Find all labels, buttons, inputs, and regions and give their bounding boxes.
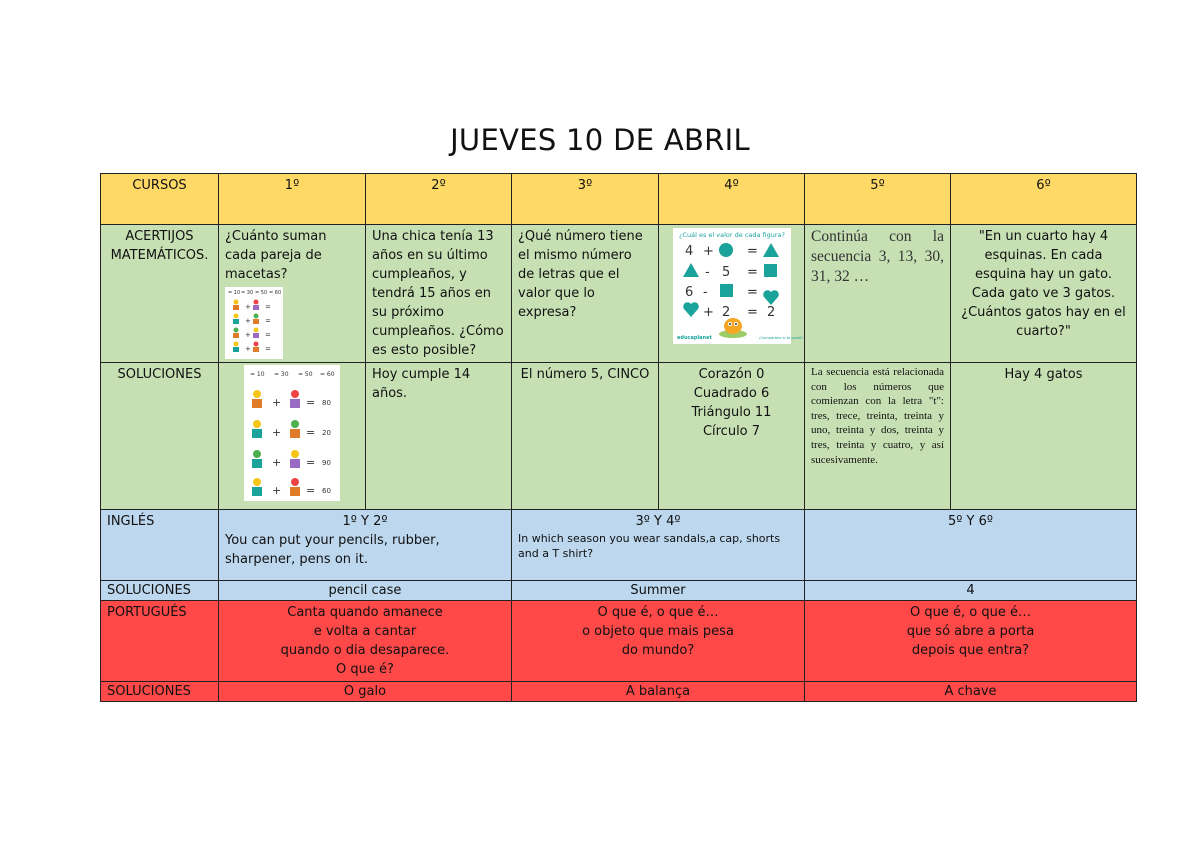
solucion-4-line4: Círculo 7 <box>702 424 761 439</box>
portugues-3-4-line1: O que é, o que é… <box>597 605 719 620</box>
header-grade-4: 4º <box>659 174 805 225</box>
puzzle-total-2: = 30 <box>241 290 254 296</box>
portugues-label: PORTUGUÉS <box>101 601 219 682</box>
puzzle-op-5: + <box>245 331 251 339</box>
fig-r2-b: 5 <box>721 265 730 280</box>
soluciones-row <box>101 363 1137 510</box>
header-grade-2: 2º <box>366 174 512 225</box>
header-cursos: CURSOS <box>101 174 219 225</box>
square-icon <box>764 264 777 277</box>
portugues-5-6 <box>805 601 1137 682</box>
portugues-1-2-line3: quando o dia desaparece. <box>280 643 450 658</box>
portugues-3-4-line3: do mundo? <box>621 643 695 658</box>
acertijo-1 <box>219 225 366 363</box>
fig-r1-eq: = <box>746 244 758 259</box>
sol-total-4: = 60 <box>320 371 335 378</box>
solucion-2: Hoy cumple 14 años. <box>366 363 512 510</box>
fig-r4-r: 2 <box>766 305 775 320</box>
portugues-row <box>101 601 1137 682</box>
ingles-1-2-title: 1º Y 2º <box>342 514 388 529</box>
fig-r3-a: 6 <box>684 285 693 300</box>
solucion-4-line3: Triángulo 11 <box>691 405 772 420</box>
svg-text:+: + <box>272 456 282 469</box>
puzzle-op-2: = <box>265 303 271 311</box>
acertijos-label-line2: MATEMÁTICOS. <box>110 248 209 263</box>
sol-total-2: = 30 <box>274 371 289 378</box>
portugues-sol-5-6: A chave <box>805 682 1137 702</box>
portugues-5-6-line3: depois que entra? <box>911 643 1030 658</box>
educaplanet-logo: educaplanet <box>676 335 712 341</box>
solucion-4-line2: Cuadrado 6 <box>693 386 770 401</box>
portugues-5-6-line2: que só abre a porta <box>906 624 1035 639</box>
ingles-1-2 <box>219 510 512 581</box>
solucion-5: La secuencia está relacionada con los números que comienzan con la letra "t": tres, trece, treinta, treinta y uno, treinta y dos, treinta y tres, treinta y cuatro, y así sucesivamente. <box>805 363 951 510</box>
fig-r2-eq: = <box>746 265 758 280</box>
portugues-1-2-line2: e volta a cantar <box>313 624 417 639</box>
circle-icon <box>719 243 733 257</box>
portugues-1-2 <box>219 601 512 682</box>
puzzle-total-3: = 50 <box>255 290 268 296</box>
share-tagline: ¡Compártelo si te gustó! <box>758 336 803 340</box>
svg-text:=: = <box>306 456 316 469</box>
fig-r2-op: - <box>704 265 710 280</box>
solucion-4 <box>659 363 805 510</box>
ingles-sol-1-2: pencil case <box>219 581 512 601</box>
soluciones-label: SOLUCIONES <box>101 363 219 510</box>
acertijo-1-text: ¿Cuánto suman cada pareja de macetas? <box>225 229 327 282</box>
solucion-3: El número 5, CINCO <box>512 363 659 510</box>
portugues-3-4-line2: o objeto que mais pesa <box>582 624 734 639</box>
flowerpot-solution-image <box>244 365 340 501</box>
portugues-1-2-line4: O que é? <box>336 662 394 677</box>
solucion-4-line1: Corazón 0 <box>698 367 765 382</box>
acertijo-3: ¿Qué número tiene el mismo número de letras que el valor que lo expresa? <box>512 225 659 363</box>
acertijos-label <box>101 225 219 363</box>
puzzle-op-1: + <box>245 303 251 311</box>
acertijos-label-line1: ACERTIJOS <box>125 229 194 244</box>
svg-text:+: + <box>272 484 282 497</box>
portugues-soluciones-row <box>101 682 1137 702</box>
acertijo-4 <box>659 225 805 363</box>
portugues-5-6-line1: O que é, o que é… <box>910 605 1031 620</box>
sol-result-2: 20 <box>322 429 331 437</box>
ingles-3-4-title: 3º Y 4º <box>635 514 681 529</box>
portugues-sol-1-2: O galo <box>219 682 512 702</box>
ingles-sol-5-6: 4 <box>805 581 1137 601</box>
sol-result-3: 90 <box>322 459 331 467</box>
acertijo-2: Una chica tenía 13 años en su último cumpleaños, y tendrá 15 años en su próximo cumpleaños. ¿Cómo es esto posible? <box>366 225 512 363</box>
svg-text:=: = <box>306 426 316 439</box>
ingles-soluciones-label: SOLUCIONES <box>101 581 219 601</box>
flowerpot-puzzle-image <box>225 287 283 359</box>
svg-text:=: = <box>306 484 316 497</box>
ingles-5-6: 5º Y 6º <box>805 510 1137 581</box>
acertijo-6: "En un cuarto hay 4 esquinas. En cada esquina hay un gato. Cada gato ve 3 gatos. ¿Cuántos gatos hay en el cuarto?" <box>951 225 1137 363</box>
portugues-1-2-line1: Canta quando amanece <box>287 605 443 620</box>
header-grade-3: 3º <box>512 174 659 225</box>
ingles-soluciones-row <box>101 581 1137 601</box>
schedule-table <box>100 173 1137 702</box>
fig-r4-b: 2 <box>721 305 730 320</box>
solucion-1 <box>219 363 366 510</box>
ingles-sol-3-4: Summer <box>512 581 805 601</box>
header-row <box>101 174 1137 225</box>
puzzle-op-8: = <box>265 345 271 353</box>
fig-r3-op: - <box>702 285 708 300</box>
ingles-1-2-text: You can put your pencils, rubber, sharpener, pens on it. <box>225 533 440 567</box>
ingles-label: INGLÉS <box>101 510 219 581</box>
portugues-soluciones-label: SOLUCIONES <box>101 682 219 702</box>
puzzle-op-4: = <box>265 317 271 325</box>
acertijo-5: Continúa con la secuencia 3, 13, 30, 31, 32 … <box>805 225 951 363</box>
puzzle-total-4: = 60 <box>269 290 282 296</box>
sol-result-1: 80 <box>322 399 331 407</box>
header-grade-1: 1º <box>219 174 366 225</box>
fig-r3-eq: = <box>746 285 758 300</box>
figure-puzzle-title: ¿Cuál es el valor de cada figura? <box>678 231 785 239</box>
puzzle-op-7: + <box>245 345 251 353</box>
sol-total-3: = 50 <box>298 371 313 378</box>
svg-text:+: + <box>272 396 282 409</box>
fig-r1-a: 4 <box>684 244 693 259</box>
fig-r4-op: + <box>702 305 714 320</box>
page-title: JUEVES 10 DE ABRIL <box>450 123 750 157</box>
sol-result-4: 60 <box>322 487 331 495</box>
solucion-6: Hay 4 gatos <box>951 363 1137 510</box>
ingles-row <box>101 510 1137 581</box>
acertijos-row <box>101 225 1137 363</box>
figure-value-puzzle-image <box>673 228 803 344</box>
portugues-sol-3-4: A balança <box>512 682 805 702</box>
square-icon <box>720 284 733 297</box>
fig-r4-eq: = <box>746 305 758 320</box>
svg-text:+: + <box>272 426 282 439</box>
header-grade-5: 5º <box>805 174 951 225</box>
puzzle-op-3: + <box>245 317 251 325</box>
fig-r1-op: + <box>702 244 714 259</box>
puzzle-total-1: = 10 <box>228 290 241 296</box>
portugues-3-4 <box>512 601 805 682</box>
ingles-3-4 <box>512 510 805 581</box>
svg-text:=: = <box>306 396 316 409</box>
sol-total-1: = 10 <box>250 371 265 378</box>
puzzle-op-6: = <box>265 331 271 339</box>
ingles-3-4-text: In which season you wear sandals,a cap, shorts and a T shirt? <box>518 532 781 560</box>
header-grade-6: 6º <box>951 174 1137 225</box>
